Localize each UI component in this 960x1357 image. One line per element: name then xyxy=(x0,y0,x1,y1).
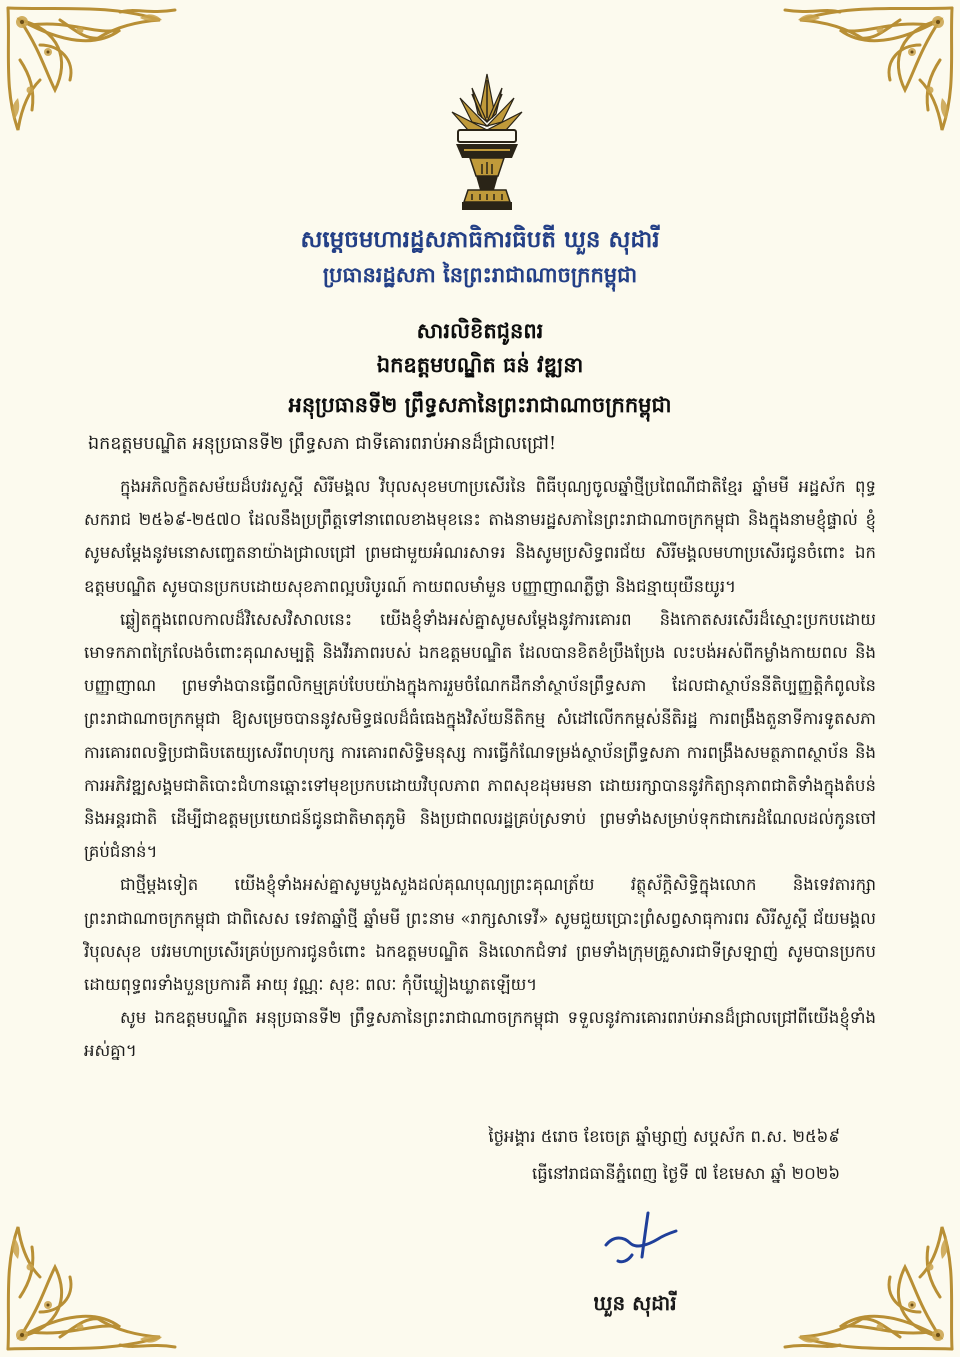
letter-title: សារលិខិតជូនពរ xyxy=(416,318,544,343)
parliament-emblem xyxy=(442,70,532,220)
body-paragraph: ជាថ្មីម្តងទៀត យើងខ្ញុំទាំងអស់គ្នាសូមបួងសួងដល់គុណបុណ្យព្រះគុណត្រ័យ វត្ថុស័ក្តិសិទ្ធិក្នុងលោក និងទេវតារក្សាព្រះរាជាណាចក្រកម្ពុជា ជាពិសេស ទេវតាឆ្នាំថ្មី ឆ្នាំមមី ព្រះនាម «រាក្សសាទេវី» សូមជួយប្រោះព្រំសព្វសាធុការពរ សិរីសួស្តី ជ័យមង្គល វិបុលសុខ បវរមហាប្រសើរគ្រប់ប្រការជូនចំពោះ ឯកឧត្តមបណ្ឌិត និងលោកជំទាវ ព្រមទាំងក្រុមគ្រួសារជាទីស្រឡាញ់ សូមបានប្រកបដោយពុទ្ធពរទាំងបួនប្រការគឺ អាយុ វណ្ណៈ សុខៈ ពលៈ កុំបីឃ្លៀងឃ្លាតឡើយ។ xyxy=(84,875,876,995)
salutation: ឯកឧត្តមបណ្ឌិត អនុប្រធានទី២ ព្រឹទ្ធសភា ជាទីគោរពរាប់អានដ៏ជ្រាលជ្រៅ! xyxy=(88,434,556,454)
body-paragraph: ក្នុងអភិលក្ខិតសម័យដ៏បវរសួស្តី សិរីមង្គល វិបុលសុខមហាប្រសើរនៃ ពិធីបុណ្យចូលឆ្នាំថ្មីប្រពៃណីជាតិខ្មែរ ឆ្នាំមមី អដ្ឋស័ក ពុទ្ធសករាជ ២៥៦៩-២៥៧០ ដែលនឹងប្រព្រឹត្តទៅនាពេលខាងមុខនេះ តាងនាមរដ្ឋសភានៃព្រះរាជាណាចក្រកម្ពុជា និងក្នុងនាមខ្ញុំផ្ទាល់ ខ្ញុំសូមសម្តែងនូវមនោសញ្ចេតនាយ៉ាងជ្រាលជ្រៅ ព្រមជាមួយអំណរសាទរ និងសូមប្រសិទ្ធពរជ័យ សិរីមង្គលមហាប្រសើរជូនចំពោះ ឯកឧត្តមបណ្ឌិត សូមបានប្រកបដោយសុខភាពល្អបរិបូរណ៍ កាយពលមាំមួន បញ្ញាញាណភ្លឺថ្លា និងជន្មាយុយឺនយូរ។ xyxy=(84,477,876,596)
handwritten-signature xyxy=(600,1205,680,1270)
floral-ornament-icon xyxy=(760,1207,960,1357)
ornament-corner-top-left xyxy=(0,0,200,150)
sender-title: ប្រធានរដ្ឋសភា នៃព្រះរាជាណាចក្រកម្ពុជា xyxy=(322,262,638,287)
recipient-name: ឯកឧត្តមបណ្ឌិត ធន់ វឌ្ឍនា xyxy=(376,352,584,377)
ornament-corner-top-right xyxy=(760,0,960,150)
lunar-date: ថ្ងៃអង្គារ ៥រោច ខែចេត្រ ឆ្នាំម្សាញ់ សប្តស័ក ព.ស. ២៥៦៩ xyxy=(488,1127,840,1146)
body-paragraph: ឆ្លៀតក្នុងពេលកាលដ៏វិសេសវិសាលនេះ យើងខ្ញុំទាំងអស់គ្នាសូមសម្តែងនូវការគោរព និងកោតសរសើរដ៏ស្មោះប្រកបដោយមោទកភាពក្រៃលែងចំពោះគុណសម្បត្តិ និងវីរភាពរបស់ ឯកឧត្តមបណ្ឌិត ដែលបានខិតខំប្រឹងប្រែង លះបង់អស់ពីកម្លាំងកាយពល និងបញ្ញាញាណ ព្រមទាំងបានធ្វើពលិកម្មគ្រប់បែបយ៉ាងក្នុងការរួមចំណែកដឹកនាំស្ថាប័នព្រឹទ្ធសភា ដែលជាស្ថាប័ននីតិប្បញ្ញត្តិកំពូលនៃព្រះរាជាណាចក្រកម្ពុជា ឱ្យសម្រេចបាននូវសមិទ្ធផលដ៏ធំធេងក្នុងវិស័យនីតិកម្ម សំដៅលើកកម្ពស់នីតិរដ្ឋ ការពង្រឹងតួនាទីការទូតសភា ការគោរពលទ្ធិប្រជាធិបតេយ្យសេរីពហុបក្ស ការគោរពសិទ្ធិមនុស្ស ការធ្វើកំណែទម្រង់ស្ថាប័នព្រឹទ្ធសភា ការពង្រឹងសមត្ថភាពស្ថាប័ន និងការអភិវឌ្ឍសង្គមជាតិបោះជំហានឆ្ពោះទៅមុខប្រកបដោយវិបុលភាព ភាពសុខដុមរមនា ដោយរក្សាបាននូវកិត្យានុភាពជាតិទាំងក្នុងតំបន់ និងអន្តរជាតិ ដើម្បីជាឧត្តមប្រយោជន៍ជូនជាតិមាតុភូមិ និងប្រជាពលរដ្ឋគ្រប់ស្រទាប់ ព្រមទាំងសម្រាប់ទុកជាកេរដំណែលដល់កូនចៅគ្រប់ជំនាន់។ xyxy=(84,609,876,862)
floral-ornament-icon xyxy=(760,0,960,150)
recipient-title: អនុប្រធានទី២ ព្រឹទ្ធសភានៃព្រះរាជាណាចក្រកម្ពុជា xyxy=(288,392,672,417)
letter-body xyxy=(84,470,876,1068)
solar-date: ធ្វើនៅរាជធានីភ្នំពេញ ថ្ងៃទី ៧ ខែមេសា ឆ្នាំ ២០២៦ xyxy=(531,1164,840,1183)
signature-icon xyxy=(600,1205,680,1270)
ornament-corner-bottom-right xyxy=(760,1207,960,1357)
signer-name: ឃួន សុដារី xyxy=(593,1291,677,1315)
sender-name: សម្តេចមហារដ្ឋសភាធិការធិបតី ឃួន សុដារី xyxy=(300,226,660,253)
body-paragraph: សូម ឯកឧត្តមបណ្ឌិត អនុប្រធានទី២ ព្រឹទ្ធសភានៃព្រះរាជាណាចក្រកម្ពុជា ទទួលនូវការគោរពរាប់អានដ៏ជ្រាលជ្រៅពីយើងខ្ញុំទាំងអស់គ្នា។ xyxy=(84,1008,876,1061)
parliament-emblem-icon xyxy=(442,70,532,220)
ornament-corner-bottom-left xyxy=(0,1207,200,1357)
floral-ornament-icon xyxy=(0,1207,200,1357)
floral-ornament-icon xyxy=(0,0,200,150)
